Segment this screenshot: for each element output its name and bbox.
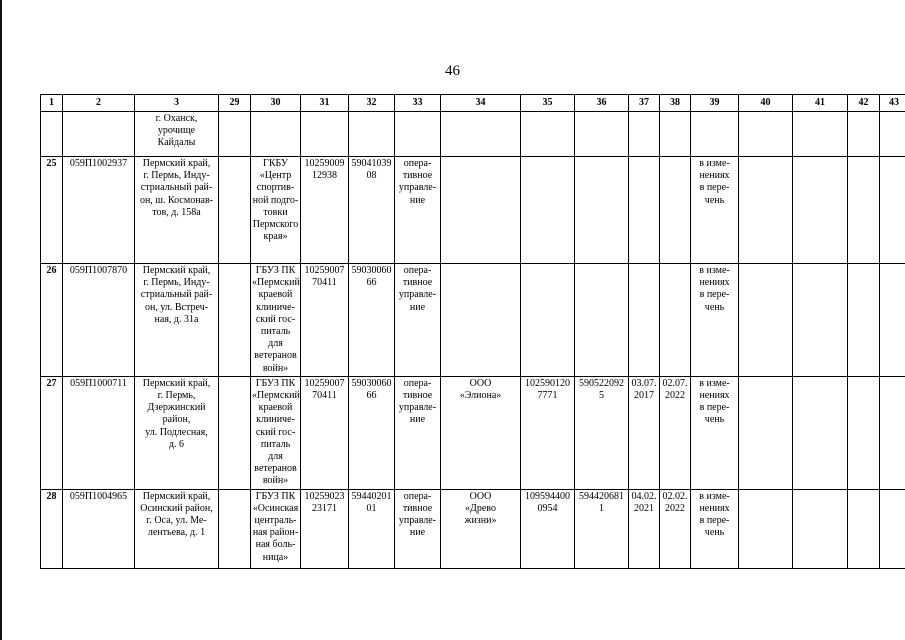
cell-col-38 [660,112,691,157]
cell-col-38 [660,157,691,264]
cell-col-43 [880,157,905,264]
cell-line: ная район- [252,527,299,539]
cell-col-39 [691,376,739,489]
cell-line: ная, д. 31а [154,313,199,325]
cell-col-41 [793,112,848,157]
cell-line: клиниче- [256,301,295,313]
column-header-2: 2 [63,95,135,112]
cell-line: д. 6 [168,438,185,450]
cell-line: г. Пермь, Инду- [143,170,210,182]
cell-col-41 [793,264,848,377]
cell-line: нениях [699,170,730,182]
cell-col-2: 059П1000711 [63,376,135,489]
cell-col-32 [349,112,395,157]
cell-col-37 [629,489,660,568]
cell-line: для [268,451,283,463]
cell-col-34 [441,489,521,568]
cell-line: Осинский район, [140,502,213,514]
column-header-31: 31 [301,95,349,112]
cell-line: 02.02. [662,490,688,502]
cell-col-39 [691,264,739,377]
cell-line: в пере- [699,289,730,301]
cell-line: ООО [469,377,492,389]
cell-col-2: 059П1004965 [63,489,135,568]
cell-line: управле- [398,289,437,301]
column-header-34: 34 [441,95,521,112]
cell-line: 2017 [634,390,654,402]
cell-col-1 [41,112,63,157]
table-body [41,112,905,569]
cell-line: «Центр [259,170,292,182]
cell-col-40 [739,112,793,157]
cell-line: 23171 [312,502,337,514]
cell-col-42 [848,157,880,264]
cell-col-36 [575,376,629,489]
cell-col-34 [441,112,521,157]
cell-col-32 [349,376,395,489]
cell-line: края» [263,231,288,243]
cell-line: «Древо [465,502,496,514]
cell-col-43 [880,489,905,568]
cell-line: опера- [403,158,432,169]
page-number: 46 [445,63,460,79]
cell-col-40 [739,157,793,264]
cell-line: 2022 [665,502,685,514]
column-header-36: 36 [575,95,629,112]
cell-line: опера- [403,490,432,502]
cell-line: г. Оса, ул. Ме- [146,515,207,527]
cell-line: в пере- [699,515,730,527]
cell-line: тов, д. 158а [152,206,201,218]
cell-line: в изме- [699,265,730,276]
cell-col-3 [135,489,219,568]
cell-line: ветеранов [254,463,297,475]
cell-col-39 [691,489,739,568]
cell-line: ул. Подлесная, [145,426,208,438]
cell-col-34 [441,157,521,264]
cell-line: ница» [262,551,289,563]
cell-col-42 [848,376,880,489]
cell-col-41 [793,489,848,568]
cell-col-33 [395,112,441,157]
cell-col-3 [135,264,219,377]
cell-line: товки [263,206,288,218]
cell-line: в изме- [699,377,730,389]
cell-line: Дзержинский [147,402,206,414]
cell-line: 70411 [312,390,337,402]
cell-line: «Пермский [252,277,300,289]
cell-col-38 [660,376,691,489]
cell-col-37 [629,264,660,377]
cell-line: централь- [254,515,297,527]
column-header-32: 32 [349,95,395,112]
cell-line: чень [704,194,725,206]
registry-table [40,94,905,569]
cell-line: 10259009 [304,158,345,169]
cell-line: ГБУЗ ПК [255,265,296,276]
cell-col-40 [739,376,793,489]
cell-line: 59440201 [351,490,392,502]
cell-line: ГБУЗ ПК [255,490,296,502]
cell-col-39 [691,112,739,157]
cell-col-33 [395,157,441,264]
column-header-42: 42 [848,95,880,112]
cell-line: Пермский край, [142,265,211,276]
cell-col-30 [251,489,301,568]
cell-line: 7771 [537,390,558,402]
cell-col-42 [848,112,880,157]
cell-line: Пермский край, [142,490,211,502]
cell-col-42 [848,264,880,377]
cell-line: 08 [366,170,377,182]
cell-line: урочище [157,125,196,137]
cell-col-35 [521,112,575,157]
cell-line: краевой [258,289,293,301]
cell-col-1: 25 [41,157,63,264]
scan-edge-line [0,0,2,640]
cell-line: 5 [599,390,604,402]
cell-line: 70411 [312,277,337,289]
cell-line: чень [704,414,725,426]
cell-line: «Осинская [252,502,299,514]
cell-line: 66 [366,390,377,402]
cell-col-34 [441,376,521,489]
cell-col-40 [739,264,793,377]
cell-line: он, ул. Встреч- [144,301,209,313]
cell-line: тивное [402,277,433,289]
cell-line: войн» [262,362,289,374]
cell-line: ГКБУ [263,158,288,169]
column-header-33: 33 [395,95,441,112]
header-row [41,95,905,112]
cell-line: 01 [366,502,377,514]
cell-col-41 [793,157,848,264]
cell-line: 10259007 [304,377,345,389]
cell-line: в пере- [699,402,730,414]
cell-line: 04.02. [631,490,657,502]
cell-line: в изме- [699,490,730,502]
cell-col-39 [691,157,739,264]
cell-col-32 [349,264,395,377]
cell-col-31 [301,157,349,264]
table-row [41,112,905,157]
cell-line: Пермский край, [142,377,211,389]
column-header-40: 40 [739,95,793,112]
cell-col-2: 059П1007870 [63,264,135,377]
cell-line: в изме- [699,158,730,169]
cell-line: «Пермский [252,390,300,402]
cell-line: 59030060 [351,265,392,276]
cell-line: тивное [402,502,433,514]
cell-col-1: 27 [41,376,63,489]
cell-line: Кайдалы [157,137,196,149]
column-header-1: 1 [41,95,63,112]
cell-col-37 [629,112,660,157]
cell-col-37 [629,376,660,489]
cell-line: ГБУЗ ПК [255,377,296,389]
cell-line: Пермского [252,219,299,231]
cell-line: 10259007 [304,265,345,276]
cell-line: опера- [403,377,432,389]
cell-col-35 [521,376,575,489]
table-row [41,489,905,568]
cell-line: 590522092 [579,377,624,389]
table-row [41,376,905,489]
cell-line: 2021 [634,502,654,514]
cell-line: питаль [260,326,291,338]
cell-col-40 [739,489,793,568]
cell-line: нениях [699,390,730,402]
cell-line: ский гос- [255,426,296,438]
cell-line: тивное [402,170,433,182]
cell-line: чень [704,527,725,539]
cell-col-3 [135,157,219,264]
cell-line: г. Пермь, Инду- [143,277,210,289]
table-row [41,157,905,264]
column-header-37: 37 [629,95,660,112]
cell-col-43 [880,112,905,157]
cell-line: ние [409,301,426,313]
cell-col-36 [575,112,629,157]
cell-line: ние [409,527,426,539]
cell-line: чень [704,301,725,313]
cell-col-1: 28 [41,489,63,568]
cell-col-38 [660,489,691,568]
cell-line: 10259023 [304,490,345,502]
column-header-29: 29 [219,95,251,112]
cell-col-42 [848,489,880,568]
cell-line: ной подго- [252,194,299,206]
cell-col-43 [880,376,905,489]
cell-col-29 [219,264,251,377]
cell-line: он, ш. Космонав- [139,194,214,206]
cell-col-34 [441,264,521,377]
cell-line: 59041039 [351,158,392,169]
cell-line: 12938 [312,170,337,182]
cell-col-29 [219,489,251,568]
cell-line: стриальный рай- [140,182,213,194]
cell-line: войн» [262,475,289,487]
cell-line: ние [409,194,426,206]
cell-col-3 [135,376,219,489]
cell-col-29 [219,112,251,157]
cell-line: 0954 [537,502,558,514]
cell-line: лентьева, д. 1 [147,527,206,539]
cell-col-31 [301,489,349,568]
cell-line: 03.07. [631,377,657,389]
table-row [41,264,905,377]
column-header-39: 39 [691,95,739,112]
cell-col-33 [395,489,441,568]
cell-line: ский гос- [255,313,296,325]
cell-col-43 [880,264,905,377]
column-header-30: 30 [251,95,301,112]
cell-line: 2022 [665,390,685,402]
cell-col-38 [660,264,691,377]
cell-line: 66 [366,277,377,289]
cell-line: опера- [403,265,432,276]
cell-line: управле- [398,515,437,527]
cell-col-31 [301,264,349,377]
cell-col-2: 059П1002937 [63,157,135,264]
cell-col-35 [521,157,575,264]
column-header-35: 35 [521,95,575,112]
cell-line: для [268,338,283,350]
cell-col-33 [395,264,441,377]
cell-col-31 [301,112,349,157]
cell-line: тивное [402,390,433,402]
cell-col-30 [251,157,301,264]
cell-col-30 [251,264,301,377]
column-header-3: 3 [135,95,219,112]
cell-col-41 [793,376,848,489]
cell-line: ветеранов [254,350,297,362]
cell-col-35 [521,489,575,568]
cell-line: 109594400 [525,490,570,502]
cell-line: питаль [260,438,291,450]
cell-line: г. Пермь, [157,390,196,402]
cell-col-32 [349,489,395,568]
cell-line: район, [162,414,191,426]
cell-line: 1 [599,502,604,514]
cell-line: нениях [699,502,730,514]
cell-line: 594420681 [579,490,624,502]
cell-line: ООО [469,490,492,502]
cell-line: г. Оханск, [155,113,198,124]
column-header-43: 43 [880,95,905,112]
cell-line: спортив- [256,182,295,194]
cell-line: ная боль- [255,539,296,551]
cell-line: 102590120 [525,377,570,389]
cell-col-2 [63,112,135,157]
cell-line: 02.07. [662,377,688,389]
cell-col-37 [629,157,660,264]
cell-col-31 [301,376,349,489]
cell-col-29 [219,157,251,264]
cell-col-33 [395,376,441,489]
cell-col-29 [219,376,251,489]
cell-col-30 [251,112,301,157]
cell-line: клиниче- [256,414,295,426]
cell-line: Пермский край, [142,158,211,169]
cell-col-32 [349,157,395,264]
cell-line: ние [409,414,426,426]
cell-col-3 [135,112,219,157]
column-header-41: 41 [793,95,848,112]
cell-line: управле- [398,182,437,194]
cell-col-30 [251,376,301,489]
cell-col-35 [521,264,575,377]
cell-line: 59030060 [351,377,392,389]
cell-line: нениях [699,277,730,289]
cell-col-1: 26 [41,264,63,377]
cell-line: управле- [398,402,437,414]
cell-col-36 [575,157,629,264]
cell-line: жизни» [464,515,497,527]
cell-line: стриальный рай- [140,289,213,301]
cell-line: «Элиона» [459,390,502,402]
column-header-38: 38 [660,95,691,112]
cell-line: краевой [258,402,293,414]
cell-col-36 [575,264,629,377]
cell-col-36 [575,489,629,568]
cell-line: в пере- [699,182,730,194]
